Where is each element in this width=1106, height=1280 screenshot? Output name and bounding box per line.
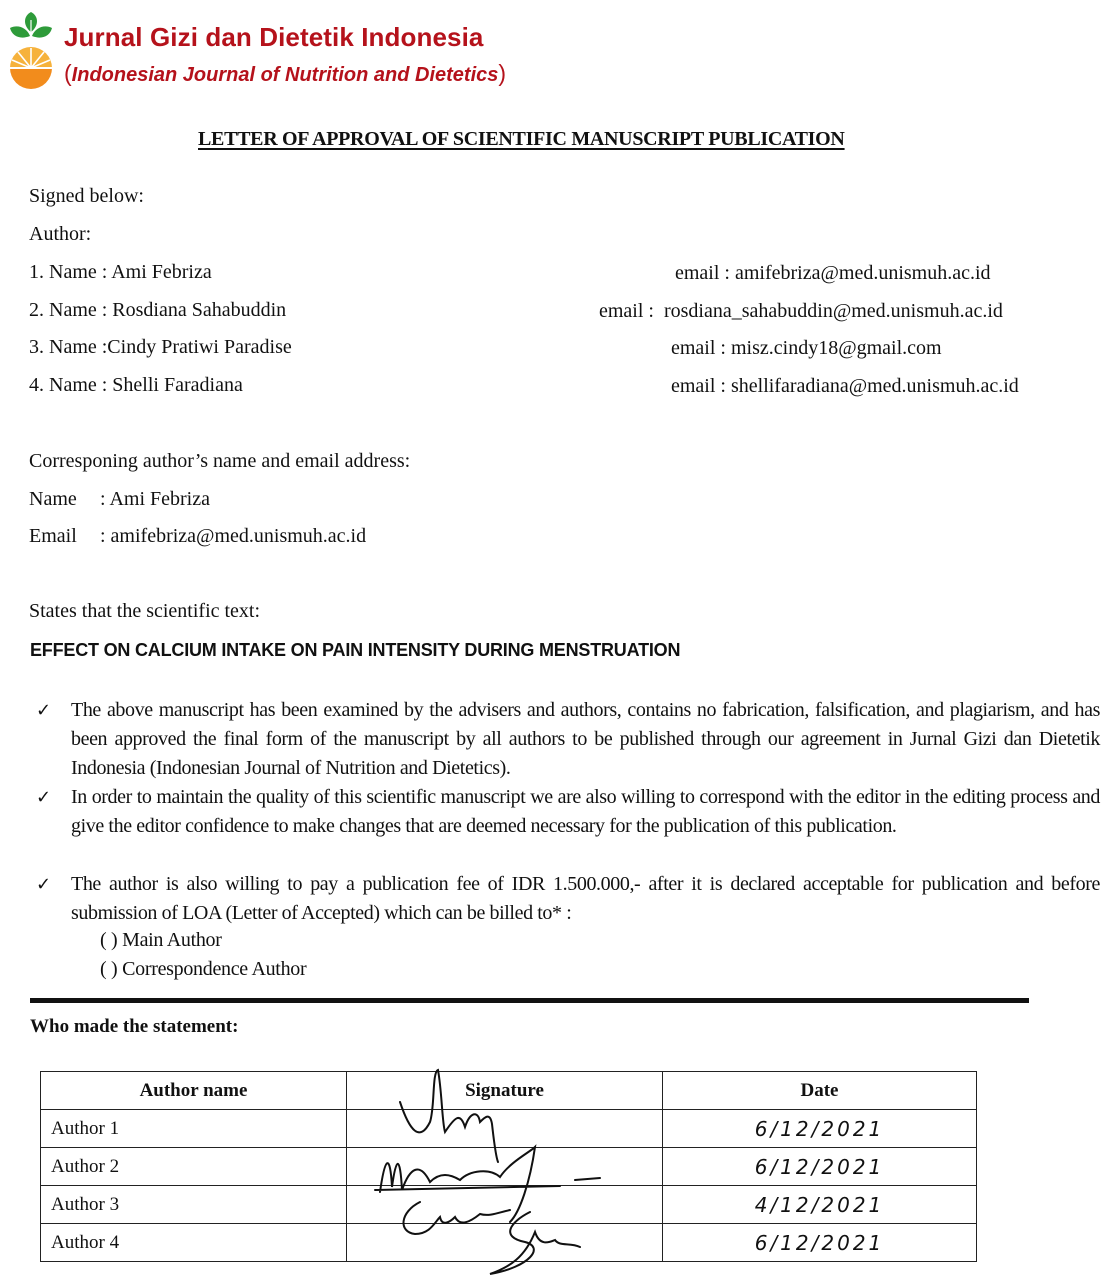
corresponding-email-value: : amifebriza@med.unismuh.ac.id [100, 525, 367, 547]
author-label: Author: [29, 223, 92, 245]
statement-text: In order to maintain the quality of this scientific manuscript we are also willing to correspond with the editor in the editing process and give the editor confidence to make changes that are deemed necessary for the publication of this publication. [71, 786, 1100, 837]
subtitle-open-paren: ( [64, 60, 72, 86]
statement-item [36, 783, 1100, 841]
author-3-name: 3. Name :Cindy Pratiwi Paradise [29, 336, 292, 358]
table-header-row [41, 1072, 977, 1110]
signature-table [40, 1071, 977, 1262]
author-cell: Author 1 [41, 1110, 347, 1148]
journal-subtitle [64, 60, 506, 87]
journal-title: Jurnal Gizi dan Dietetik Indonesia [64, 22, 484, 52]
author-1-email: email : amifebriza@med.unismuh.ac.id [675, 262, 991, 284]
date-cell [663, 1110, 977, 1148]
table-row [41, 1148, 977, 1186]
signature-cell [347, 1148, 663, 1186]
author-2-email: email : rosdiana_sahabuddin@med.unismuh.ac.id [599, 300, 1003, 322]
date-value: 6/12/2021 [754, 1230, 885, 1255]
document-title: LETTER OF APPROVAL OF SCIENTIFIC MANUSCRIPT PUBLICATION [198, 128, 845, 150]
date-cell [663, 1186, 977, 1224]
table-row [41, 1186, 977, 1224]
header-signature: Signature [347, 1072, 663, 1110]
journal-logo-icon [6, 6, 56, 92]
author-3-email: email : misz.cindy18@gmail.com [671, 337, 942, 359]
statement-item [36, 870, 1100, 928]
states-text: States that the scientific text: [29, 600, 261, 622]
corresponding-heading: Corresponing author’s name and email address: [29, 450, 411, 472]
subtitle-text: Indonesian Journal of Nutrition and Dietetics [71, 64, 499, 86]
table-row [41, 1224, 977, 1262]
corresponding-email-label: Email [29, 525, 77, 547]
author-cell: Author 3 [41, 1186, 347, 1224]
statement-text: The above manuscript has been examined by the advisers and authors, contains no fabrication, falsification, and plagiarism, and has been approved the final form of the manuscript by all authors to be published through our agreement in Jurnal Gizi dan Dietetik Indonesia (Indonesian Journal of Nutrition and Dietetics). [71, 699, 1100, 779]
billing-option-main-author[interactable]: ( ) Main Author [100, 929, 222, 951]
paper-title: EFFECT ON CALCIUM INTAKE ON PAIN INTENSITY DURING MENSTRUATION [30, 640, 681, 660]
statement-item [36, 696, 1100, 783]
corresponding-name-value: : Ami Febriza [100, 488, 210, 510]
signature-cell [347, 1224, 663, 1262]
date-value: 6/12/2021 [754, 1154, 885, 1179]
author-cell: Author 4 [41, 1224, 347, 1262]
header-date: Date [663, 1072, 977, 1110]
signature-cell [347, 1186, 663, 1224]
checkmark-icon: ✓ [36, 787, 52, 808]
author-1-name: 1. Name : Ami Febriza [29, 261, 212, 283]
date-cell [663, 1224, 977, 1262]
checkmark-icon: ✓ [36, 874, 52, 895]
author-4-email: email : shellifaradiana@med.unismuh.ac.id [671, 375, 1019, 397]
section-divider [30, 998, 1029, 1003]
signed-below-label: Signed below: [29, 185, 144, 207]
author-2-name: 2. Name : Rosdiana Sahabuddin [29, 299, 287, 321]
statement-text: The author is also willing to pay a publication fee of IDR 1.500.000,- after it is declared acceptable for publication and before submission of LOA (Letter of Accepted) which can be billed to* : [71, 873, 1100, 924]
corresponding-name-label: Name [29, 488, 77, 510]
author-4-name: 4. Name : Shelli Faradiana [29, 374, 243, 396]
table-row [41, 1110, 977, 1148]
date-cell [663, 1148, 977, 1186]
date-value: 6/12/2021 [754, 1116, 885, 1141]
who-made-statement-label: Who made the statement: [30, 1016, 239, 1037]
billing-option-correspondence-author[interactable]: ( ) Correspondence Author [100, 958, 307, 980]
date-value: 4/12/2021 [754, 1192, 885, 1217]
subtitle-close-paren: ) [498, 60, 507, 86]
author-cell: Author 2 [41, 1148, 347, 1186]
checkmark-icon: ✓ [36, 700, 52, 721]
header-author-name: Author name [41, 1072, 347, 1110]
signature-cell [347, 1110, 663, 1148]
